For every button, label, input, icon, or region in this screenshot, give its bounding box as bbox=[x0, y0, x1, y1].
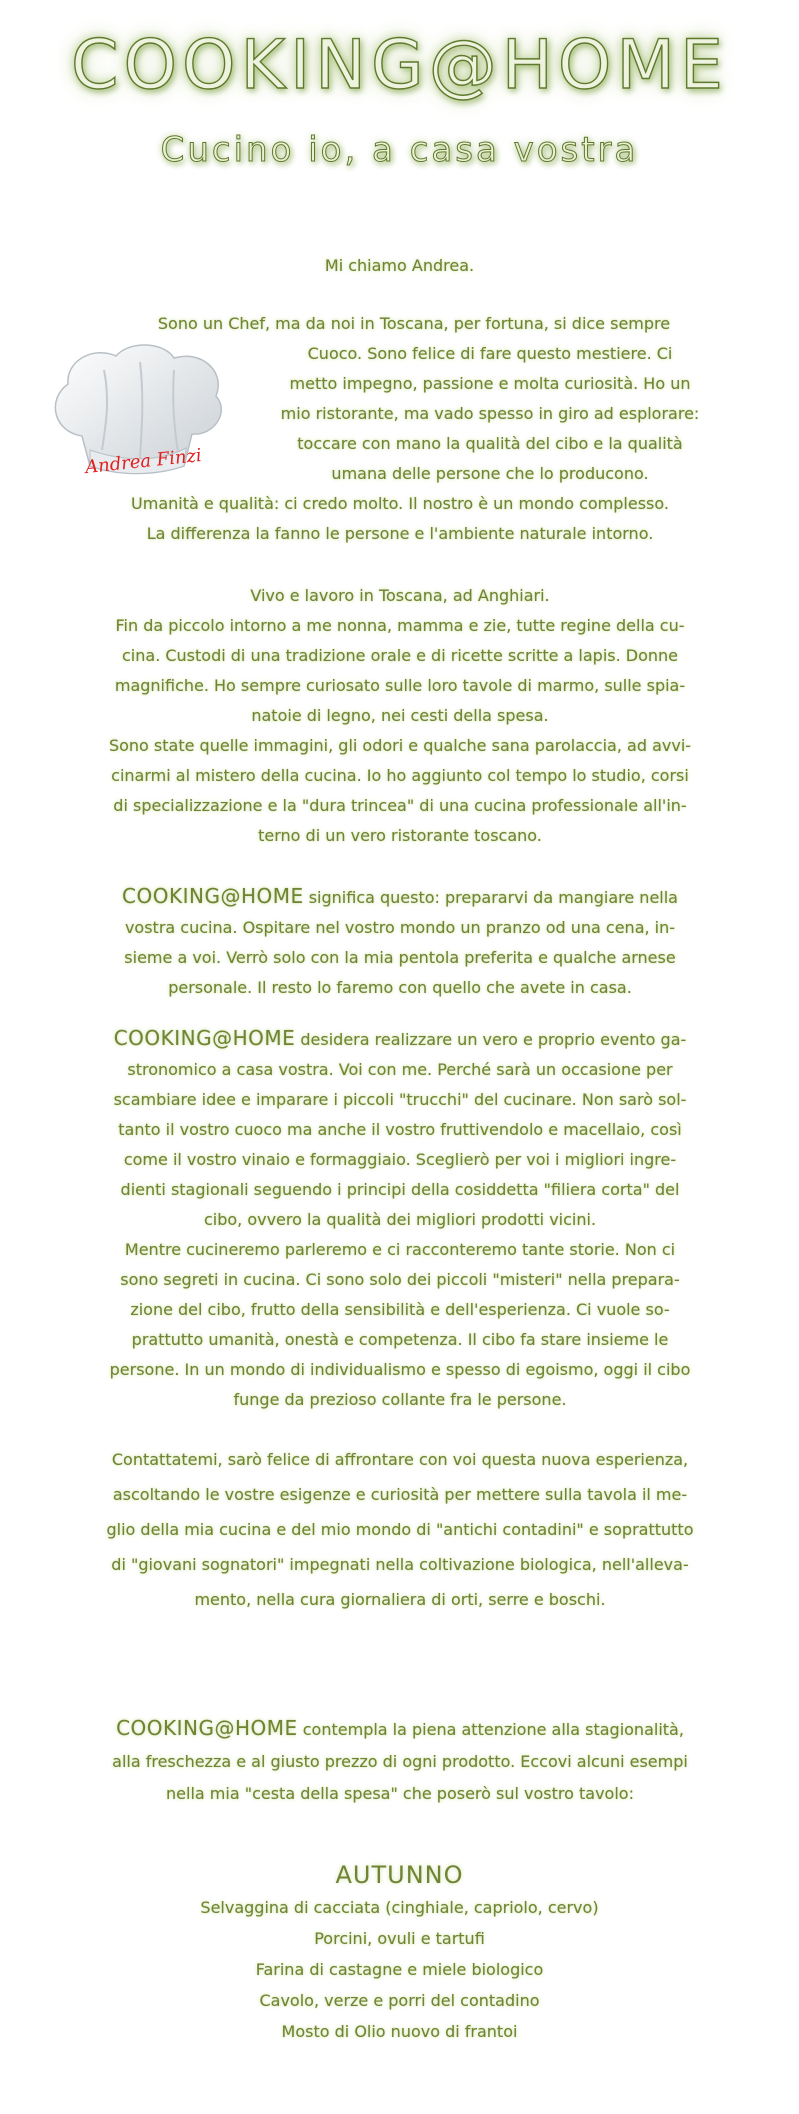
list-item: Selvaggina di cacciata (cinghiale, capriolo, cervo) bbox=[200, 1898, 599, 1917]
list-item: Porcini, ovuli e tartufi bbox=[314, 1929, 485, 1948]
contact-paragraph: Contattatemi, sarò felice di affrontare con voi questa nuova esperienza, ascoltando le vostre esigenze e curiosità per mettere sulla tavola il me- glio della mia cucina e del mio mondo di "antichi contadini" e soprattutto di "giovani sognatori" impegnati nella coltivazione biologica, nell'alleva- mento, nella cura giornaliera di orti, serre e boschi. bbox=[106, 1450, 694, 1609]
list-item: Mosto di Olio nuovo di frantoi bbox=[281, 2022, 518, 2041]
brand-name: COOKING@HOME bbox=[116, 1716, 298, 1740]
site-title: COOKING@HOME bbox=[70, 26, 729, 105]
season-title: AUTUNNO bbox=[335, 1861, 464, 1889]
intro-paragraph: Sono un Chef, ma da noi in Toscana, per fortuna, si dice sempre Cuoco. Sono felice di fare questo mestiere. Ci metto impegno, passione e molta curiosità. Ho un mio ristorante, ma vado spesso in giro ad esplorare: toccare con mano la qualità del cibo e la qualità umana delle persone che lo producono. Umanità e qualità: ci credo molto. Il nostro è un mondo complesso. La differenza la fanno le persone e l'ambiente naturale intorno. bbox=[131, 314, 700, 543]
brand-name: COOKING@HOME bbox=[122, 884, 304, 908]
site-subtitle: Cucino io, a casa vostra bbox=[160, 130, 639, 170]
list-item: Farina di castagne e miele biologico bbox=[255, 1960, 544, 1979]
meaning-paragraph: COOKING@HOME significa questo: prepararvi da mangiare nella vostra cucina. Ospitare nel vostro mondo un pranzo od una cena, in- sieme a voi. Verrò solo con la mia pentola preferita e qualche arnese personale. Il resto lo faremo con quello che avete in casa. bbox=[122, 884, 678, 997]
brand-name: COOKING@HOME bbox=[113, 1026, 296, 1050]
event-paragraph: COOKING@HOME desidera realizzare un vero e proprio evento ga- stronomico a casa vostra. Voi con me. Perché sarà un occasione per scambiare idee e imparare i piccoli "trucchi" del cucinare. Non sarò sol- tanto il vostro cuoco ma anche il vostro fruttivendolo e macellaio, così come il vostro vinaio e formaggiaio. Sceglierò per voi i migliori ingre- dienti stagionali seguendo i principi della cosiddetta "filiera corta" del cibo, ovvero la qualità dei migliori prodotti vicini. Mentre cucineremo parleremo e ci racconteremo tante storie. Non ci sono segreti in cucina. Ci sono solo dei piccoli "misteri" nella prepara- zione del cibo, frutto della sensibilità e dell'esperienza. Ci vuole so- prattutto umanità, onestà e competenza. Il cibo fa stare insieme le persone. In un mondo di individualismo e spesso di egoismo, oggi il cibo funge da prezioso collante fra le persone. bbox=[109, 1026, 691, 1409]
season-intro-paragraph: COOKING@HOME contempla la piena attenzione alla stagionalità, alla freschezza e al giusto prezzo di ogni prodotto. Eccovi alcuni esempi nella mia "cesta della spesa" che poserò sul vostro tavolo: bbox=[112, 1716, 688, 1803]
story-paragraph: Vivo e lavoro in Toscana, ad Anghiari. Fin da piccolo intorno a me nonna, mamma e zie, tutte regine della cu- cina. Custodi di una tradizione orale e di ricette scritte a lapis. Donne magnifiche. Ho sempre curiosato sulle loro tavole di marmo, sulle spia- natoie di legno, nei cesti della spesa. Sono state quelle immagini, gli odori e qualche sana parolaccia, ad avvi- cinarmi al mistero della cucina. Io ho aggiunto col tempo lo studio, corsi di specializzazione e la "dura trincea" di una cucina professionale all'in- terno di un vero ristorante toscano. bbox=[108, 586, 692, 845]
autumn-list bbox=[0, 1892, 799, 2047]
intro-name: Mi chiamo Andrea. bbox=[324, 256, 475, 275]
list-item: Cavolo, verze e porri del contadino bbox=[259, 1991, 540, 2010]
hat-signature: Andrea Finzi bbox=[84, 444, 203, 479]
